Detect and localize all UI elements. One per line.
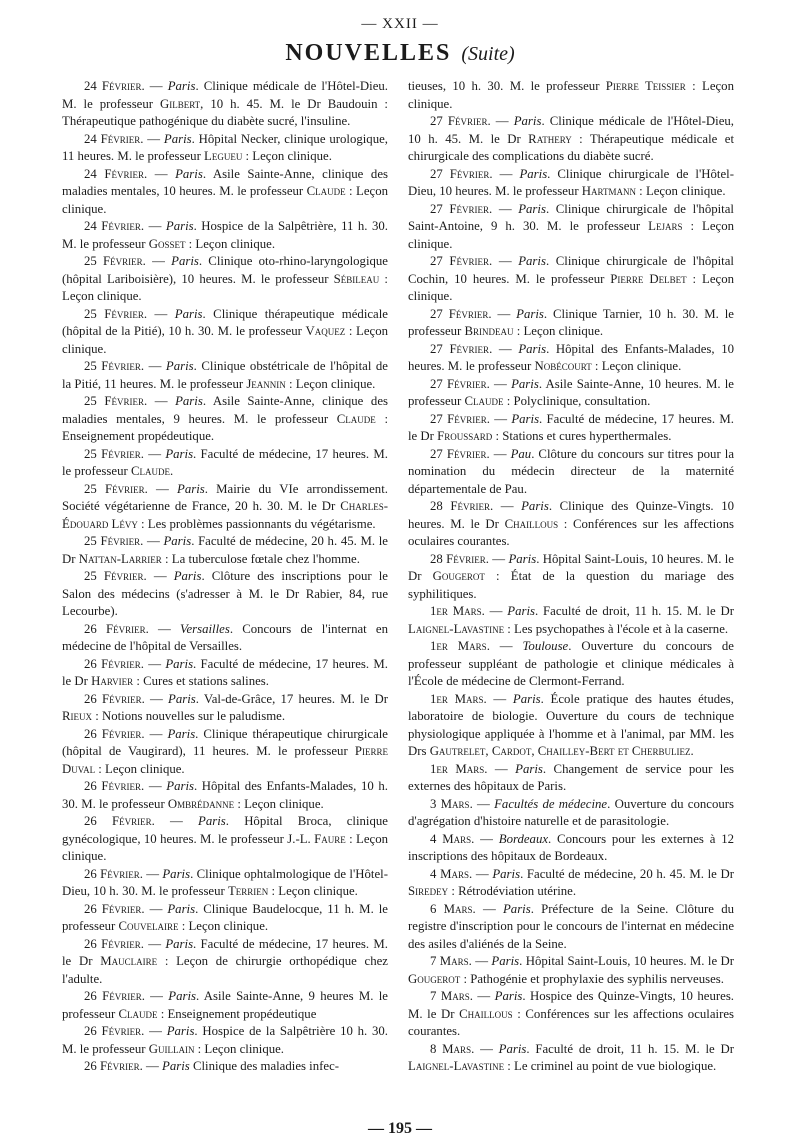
news-entry: 26 Février. — Paris. Val-de-Grâce, 17 heures. M. le Dr Rieux : Notions nouvelles sur le paludisme. [62, 691, 388, 723]
news-entry: 8 Mars. — Paris. Faculté de droit, 11 h. 15. M. le Dr Laignel-Lavastine : Le criminel au point de vue biologique. [408, 1041, 735, 1073]
entry-date: 4 Mars [430, 831, 472, 846]
entry-place: Paris [165, 219, 194, 233]
entry-rest: . [169, 464, 174, 478]
entry-date: 26 Février [84, 1059, 140, 1073]
entry-person: Siredey [408, 884, 449, 898]
entry-place: Paris [507, 604, 536, 618]
news-entry: 25 Février. — Paris. Asile Sainte-Anne, clinique des maladies mentales, 9 heures. M. le professeur Claude : Enseignement propédeutique. [62, 394, 388, 443]
entry-person: Guillain [148, 1041, 195, 1056]
entry-place: Paris [165, 359, 194, 373]
entry-place: Paris [518, 254, 546, 268]
entry-person: Nattan-Larrier [78, 551, 162, 566]
entry-date: 24 Février [84, 131, 141, 146]
entry-place: Paris [513, 114, 542, 128]
entry-text: . Clinique Baudelocque, 11 h. M. le professeur [62, 901, 388, 933]
entry-rest: : Pathogénie et prophylaxie des syphilis nerveuses. [460, 971, 724, 986]
entry-date: 26 Février [84, 656, 141, 671]
entry-place: Paris [175, 166, 203, 181]
entry-rest: : Thérapeutique médicale et chirurgicale des complications du diabète sucré. [408, 131, 734, 163]
section-title [0, 40, 800, 67]
entry-date: 24 Février [84, 219, 141, 233]
entry-rest: : Leçon clinique. [635, 184, 726, 198]
entry-place: Paris [165, 446, 194, 461]
entry-place: Paris [168, 691, 196, 706]
entry-text: . Mairie du VIe arrondissement. Société végétarienne de France, 20 h. 30. M. le Dr [62, 481, 388, 513]
entry-place: Paris [515, 761, 543, 776]
news-entry: 1er Mars. — Toulouse. Ouverture du concours de professeur suppléant de pathologie et clinique médicales à l'École de médecine de Clermont-Ferrand. [408, 639, 734, 688]
entry-text: . Hôpital Saint-Louis, 10 heures. M. le Dr [408, 551, 734, 583]
news-entry: 27 Février. — Paris. Clinique Tarnier, 10 h. 30. M. le professeur Brindeau : Leçon clinique. [408, 306, 734, 338]
entry-date: 26 Février [84, 901, 142, 916]
entry-date: 26 Février [84, 621, 146, 636]
entry-place: Paris [175, 394, 203, 408]
entry-rest: : Leçon clinique. [62, 184, 388, 216]
right-column [408, 78, 734, 1076]
news-entry: 27 Février. — Paris. Asile Sainte-Anne, 10 heures. M. le professeur Claude : Polyclinique, consultation. [408, 376, 734, 408]
entry-person: Chaillous [459, 1006, 513, 1021]
news-entry: 27 Février. — Paris. Clinique chirurgicale de l'Hôtel-Dieu, 10 heures. M. le professeur Hartmann : Leçon clinique. [408, 166, 734, 198]
entry-place: Paris [502, 901, 531, 916]
entry-date: 4 Mars [430, 866, 469, 881]
news-entry: 27 Février. — Paris. Clinique chirurgicale de l'hôpital Cochin, 10 heures. M. le professeur Pierre Delbet : Leçon clinique. [408, 254, 734, 303]
entry-rest: : Leçon clinique. [185, 236, 276, 251]
entry-person: Vaquez [305, 324, 346, 338]
entry-date: 1er Mars [430, 761, 485, 776]
entry-text: . Ouverture du concours de professeur suppléant de pathologie et clinique médicales à l'École de médecine de Clermont-Ferrand. [408, 639, 734, 688]
entry-date: 28 Février [430, 551, 486, 566]
entry-date: 27 Février [430, 341, 490, 356]
news-entry: 26 Février. — Paris. Faculté de médecine, 17 heures. M. le Dr Mauclaire : Leçon de chirurgie orthopédique chez l'adulte. [62, 936, 388, 986]
news-entry: 27 Février. — Paris. Hôpital des Enfants-Malades, 10 heures. M. le professeur Nobécourt : Leçon clinique. [408, 341, 734, 373]
entry-rest: : Les psychopathes à l'école et à la caserne. [504, 621, 729, 636]
entry-place: Paris [198, 814, 226, 828]
entry-text: . Faculté de droit, 11 h. 15. M. le Dr [535, 604, 734, 618]
entry-text: . École pratique des hautes études, laboratoire de biologie. Ouverture du cours de technique physiologique appliquée à l'homme et à l'animal, par MM. les Drs [408, 691, 734, 758]
news-entry: 25 Février. — Paris. Mairie du VIe arrondissement. Société végétarienne de France, 20 h. 30. M. le Dr Charles-Édouard Lévy : Les problèmes passionnants du végétarisme. [62, 481, 388, 531]
entry-date: 25 Février [84, 481, 145, 496]
entry-person: Couvelaire [118, 919, 179, 933]
entry-place: Versailles [180, 621, 230, 636]
entry-person: Gougerot [408, 971, 461, 986]
entry-text: . Clinique chirurgicale de l'hôpital Saint-Antoine, 9 h. 30. M. le professeur [408, 201, 734, 233]
entry-date: 25 Février [84, 446, 141, 461]
entry-rest: : Leçon clinique. [62, 831, 388, 863]
entry-place: Paris [163, 534, 192, 548]
news-entry: 27 Février. — Paris. Clinique médicale de l'Hôtel-Dieu, 10 h. 45. M. le Dr Rathery : Thérapeutique médicale et chirurgicale des complications du diabète sucré. [408, 114, 734, 163]
entry-place: Paris [173, 569, 202, 583]
entry-place: Paris [162, 866, 191, 881]
entry-text: . Hôpital des Enfants-Malades, 10 h. 30. M. le professeur [62, 779, 388, 811]
entry-date: 24 Février [84, 166, 144, 181]
entry-text: . Val-de-Grâce, 17 heures. M. le Dr [195, 691, 388, 706]
news-entry: 26 Février. — Paris. Clinique Baudelocque, 11 h. M. le professeur Couvelaire : Leçon clinique. [62, 901, 388, 933]
entry-person: Gosset [148, 236, 186, 251]
news-entry: 26 Février. — Paris. Hospice de la Salpêtrière 10 h. 30. M. le professeur Guillain : Leçon clinique. [62, 1024, 388, 1056]
entry-person: Legueu [204, 149, 243, 163]
entry-place: Paris [518, 201, 546, 216]
entry-rest: : Polyclinique, consultation. [503, 394, 651, 408]
entry-person: Froussard [437, 429, 493, 443]
page-number: — 195 — [368, 1120, 432, 1137]
entry-place: Bordeaux [498, 831, 549, 846]
entry-text: . Hôpital Necker, clinique urologique, 11 heures. M. le professeur [62, 131, 388, 163]
entry-text: . Clinique chirurgicale de l'hôpital Cochin, 10 heures. M. le professeur [408, 254, 734, 286]
entry-text: . Clinique thérapeutique médicale (hôpital de la Pitié), 10 h. 30. M. le professeur [62, 306, 388, 338]
entry-date: 26 Février [84, 936, 141, 951]
entry-rest: : Conférences sur les affections oculaires courantes. [408, 516, 734, 548]
entry-rest: , 10 h. 45. M. le Dr Baudouin : Thérapeutique pathogénique du diabète sucré, l'insuline. [62, 96, 388, 128]
entry-text: . Clinique thérapeutique chirurgicale (hôpital de Vaugirard), 11 heures. M. le professeur [62, 726, 388, 758]
news-entry: 25 Février. — Paris. Clôture des inscriptions pour le Salon des médecins (s'adresser à M. le Dr Rabier, 84, rue Lecourbe). [62, 569, 388, 618]
entry-place: Paris [168, 989, 196, 1003]
entry-text: . Clinique ophtalmologique de l'Hôtel-Dieu, 10 h. 30. M. le professeur [62, 866, 388, 898]
news-entry: 27 Février. — Pau. Clôture du concours sur titres pour la nomination du médecin directeur de la maternité départementale de Pau. [408, 446, 734, 496]
entry-text: . Asile Sainte-Anne, clinique des maladies mentales, 10 heures. M. le professeur [62, 166, 388, 198]
news-entry: 6 Mars. — Paris. Préfecture de la Seine. Clôture du registre d'inscription pour le concours de l'internat en médecine des asiles d'aliénés de la Seine. [408, 901, 734, 951]
entry-date: 26 Février [84, 1024, 142, 1038]
entry-place: Paris [511, 411, 540, 426]
entry-person: Mauclaire [100, 954, 158, 968]
entry-rest: : Notions nouvelles sur le paludisme. [92, 709, 286, 723]
entry-person: Pierre Teissier [605, 79, 686, 93]
entry-rest: : Les problèmes passionnants du végétarisme. [137, 516, 376, 531]
news-entry: 27 Février. — Paris. Clinique chirurgicale de l'hôpital Saint-Antoine, 9 h. 30. M. le professeur Lejars : Leçon clinique. [408, 201, 734, 251]
section-title-main: NOUVELLES [285, 40, 452, 66]
entry-date: 28 Février [430, 499, 490, 513]
entry-date: 25 Février [84, 306, 144, 321]
entry-place: Facultés de médecine [494, 796, 608, 811]
entry-date: 1er Mars [430, 639, 487, 653]
entry-date: 27 Février [430, 166, 490, 181]
entry-text: . Changement de service pour les externes des hôpitaux de Paris. [408, 761, 734, 793]
entry-date: 26 Février [84, 989, 142, 1003]
news-entry: 26 Février. — Paris. Hôpital des Enfants-Malades, 10 h. 30. M. le professeur Ombrédanne : Leçon clinique. [62, 779, 388, 811]
entry-text: . Hospice de la Salpêtrière 10 h. 30. M. le professeur [62, 1024, 388, 1056]
entry-person: Rathery [528, 131, 572, 146]
news-entry: 25 Février. — Paris. Clinique oto-rhino-laryngologique (hôpital Lariboisière), 10 heures. M. le professeur Sébileau : Leçon clinique. [62, 254, 388, 303]
news-entry: 4 Mars. — Bordeaux. Concours pour les externes à 12 inscriptions des hôpitaux de Bordeaux. [408, 831, 734, 863]
entry-place: Paris [163, 131, 192, 146]
news-entry: 3 Mars. — Facultés de médecine. Ouverture du concours d'agrégation d'histoire naturelle et de parasitologie. [408, 796, 734, 828]
entry-rest: : Leçon clinique. [408, 79, 734, 111]
entry-text: . Clinique Tarnier, 10 h. 30. M. le professeur [408, 306, 734, 338]
entry-person: Gougerot [432, 569, 485, 583]
entry-text: . Clinique chirurgicale de l'Hôtel-Dieu, 10 heures. M. le professeur [408, 166, 734, 198]
entry-place: Paris [167, 79, 196, 93]
entry-place: Paris [494, 989, 523, 1003]
news-entry: 26 Février. — Paris Clinique des maladies infec- [84, 1059, 340, 1073]
entry-person: Terrien [227, 884, 269, 898]
entry-date: 25 Février [84, 569, 144, 583]
entry-place: Paris [177, 481, 205, 496]
entry-place: Paris [167, 901, 196, 916]
news-entry: 24 Février. — Paris. Hospice de la Salpêtrière, 11 h. 30. M. le professeur Gosset : Leçon clinique. [62, 219, 388, 251]
entry-text: . Asile Sainte-Anne, 10 heures. M. le professeur [408, 376, 734, 408]
news-entry: 1er Mars. — Paris. École pratique des hautes études, laboratoire de biologie. Ouverture du cours de technique physiologique appliquée à l'homme et à l'animal, par MM. les Drs Gautrelet, Cardot, Chailley-Bert et Cherbuliez. [408, 691, 734, 758]
entry-place: Paris [518, 341, 547, 356]
entry-person: Claude [336, 411, 376, 426]
entry-person: Gilbert [159, 96, 201, 111]
entry-date: 24 Février [84, 79, 142, 93]
entry-place: Paris [165, 936, 194, 951]
entry-date: 27 Février [430, 306, 489, 321]
news-entry: 24 Février. — Paris. Hôpital Necker, clinique urologique, 11 heures. M. le professeur Legueu : Leçon clinique. [62, 131, 388, 163]
entry-person: Nobécourt [534, 359, 592, 373]
entry-person: Claude [130, 464, 170, 478]
entry-rest: : La tuberculose fœtale chez l'homme. [161, 551, 360, 566]
entry-person: Hartmann [581, 184, 636, 198]
entry-rest: : Leçon clinique. [242, 149, 332, 163]
news-entry: 25 Février. — Paris. Faculté de médecine, 20 h. 45. M. le Dr Nattan-Larrier : La tuberculose fœtale chez l'homme. [62, 534, 388, 566]
entry-rest: : Leçon clinique. [62, 324, 388, 356]
entry-person: Pierre Delbet [610, 271, 687, 286]
entry-rest: : Leçon de chirurgie orthopédique chez l'adulte. [62, 954, 388, 986]
entry-text: . Asile Sainte-Anne, 9 heures M. le professeur [62, 989, 388, 1021]
entry-date: 1er Mars [430, 604, 482, 618]
entry-text: . Préfecture de la Seine. Clôture du registre d'inscription pour le concours de l'internat en médecine des asiles d'aliénés de la Seine. [408, 901, 734, 951]
entry-place: Paris [512, 691, 541, 706]
entry-text: . Clinique oto-rhino-laryngologique (hôpital Lariboisière), 10 heures. M. le professeur [62, 254, 388, 286]
entry-rest: : Cures et stations salines. [133, 674, 269, 688]
entry-text: . Faculté de médecine, 20 h. 45. M. le Dr [62, 534, 388, 566]
entry-place: Paris [511, 376, 539, 391]
entry-text: . Faculté de médecine, 17 heures. M. le professeur [62, 446, 388, 478]
entry-date: 25 Février [84, 254, 143, 268]
entry-date: 27 Février [430, 114, 488, 128]
news-entry: 1er Mars. — Paris. Faculté de droit, 11 h. 15. M. le Dr Laignel-Lavastine : Les psychopathes à l'école et à la caserne. [408, 604, 734, 636]
entry-date: 27 Février [430, 446, 487, 461]
entry-person: Ombrédanne [167, 796, 235, 811]
entry-person: Sébileau [333, 271, 380, 286]
entry-person: Jeannin [246, 376, 286, 391]
entry-date: 3 Mars [430, 796, 470, 811]
entry-text: tieuses, 10 h. 30. M. le professeur [408, 79, 606, 93]
entry-person: J.-L. Faure [287, 831, 346, 846]
entry-date: 27 Février [430, 411, 487, 426]
entry-text: . Clinique obstétricale de l'hôpital de la Pitié, 11 heures. M. le professeur [62, 359, 388, 391]
entry-text: . Asile Sainte-Anne, clinique des maladies mentales, 9 heures. M. le professeur [62, 394, 388, 426]
news-entry: 26 Février. — Versailles. Concours de l'internat en médecine de l'hôpital de Versailles. [62, 621, 388, 653]
entry-rest: : Rétrodéviation utérine. [448, 884, 577, 898]
entry-date: 27 Février [430, 201, 490, 216]
entry-text: . Clinique des Quinze-Vingts. 10 heures. M. le Dr [408, 499, 734, 531]
entry-rest: : Leçon clinique. [591, 359, 682, 373]
entry-person: Claude [464, 394, 504, 408]
entry-person: Claude [118, 1006, 158, 1021]
entry-rest: : Leçon clinique. [194, 1041, 285, 1056]
entry-place: Paris [165, 656, 194, 671]
news-entry: 25 Février. — Paris. Faculté de médecine, 17 heures. M. le professeur Claude. [62, 446, 388, 478]
entry-person: Claude [306, 184, 346, 198]
entry-place: Paris [492, 866, 521, 881]
entry-person: Brindeau [464, 324, 514, 338]
entry-text: Clinique des maladies infec- [189, 1059, 340, 1073]
entry-text: . Clinique médicale de l'Hôtel-Dieu, 10 h. 45. M. le Dr [408, 114, 734, 146]
entry-date: 26 Février [84, 691, 142, 706]
entry-rest: : Leçon clinique. [513, 324, 604, 338]
entry-date: 7 Mars [430, 954, 469, 968]
news-entry: 7 Mars. — Paris. Hospice des Quinze-Vingts, 10 heures. M. le Dr Chaillous : Conférences sur les affections oculaires courantes. [408, 989, 735, 1038]
news-entry: 1er Mars. — Paris. Changement de service pour les externes des hôpitaux de Paris. [408, 761, 734, 793]
entry-person: Lejars [648, 219, 683, 233]
entry-date: 27 Février [430, 254, 490, 268]
entry-rest: : Leçon clinique. [234, 796, 324, 811]
news-entry: 7 Mars. — Paris. Hôpital Saint-Louis, 10 heures. M. le Dr Gougerot : Pathogénie et prophylaxie des syphilis nerveuses. [408, 954, 734, 986]
entry-date: 25 Février [84, 359, 141, 373]
entry-text: . Clôture des inscriptions pour le Salon des médecins (s'adresser à M. le Dr Rabier, 84, rue Lecourbe). [62, 569, 388, 618]
entry-rest: : Enseignement propédeutique. [62, 411, 388, 443]
entry-date: 26 Février [84, 814, 152, 828]
news-entry: 4 Mars. — Paris. Faculté de médecine, 20 h. 45. M. le Dr Siredey : Rétrodéviation utérine. [408, 866, 735, 898]
section-title-suite: (Suite) [461, 43, 515, 65]
entry-date: 1er Mars [430, 691, 484, 706]
entry-rest: . [690, 744, 694, 758]
entry-place: Paris [166, 1024, 195, 1038]
entry-person: Gautrelet, Cardot, Chailley-Bert et Cherbuliez [429, 744, 691, 758]
entry-rest: : Leçon clinique. [268, 884, 358, 898]
entry-text: . Faculté de médecine, 20 h. 45. M. le Dr [520, 866, 735, 881]
entry-person: Harvier [91, 674, 134, 688]
news-entry: 28 Février. — Paris. Clinique des Quinze-Vingts. 10 heures. M. le Dr Chaillous : Conférences sur les affections oculaires courantes. [408, 499, 734, 548]
entry-person: Chaillous [504, 516, 559, 531]
entry-place: Paris [162, 1059, 190, 1073]
entry-text: . Hôpital des Enfants-Malades, 10 heures. M. le professeur [408, 341, 734, 373]
entry-date: 25 Février [84, 534, 141, 548]
entry-text: . Hôpital Saint-Louis, 10 heures. M. le Dr [519, 954, 734, 968]
entry-text: . Faculté de droit, 11 h. 15. M. le Dr [526, 1041, 735, 1056]
entry-place: Toulouse [522, 639, 569, 653]
news-entry: 26 Février. — Paris. Clinique thérapeutique chirurgicale (hôpital de Vaugirard), 11 heures. M. le professeur Pierre Duval : Leçon clinique. [62, 726, 388, 776]
news-entry: 26 Février. — Paris. Clinique ophtalmologique de l'Hôtel-Dieu, 10 h. 30. M. le professeur Terrien : Leçon clinique. [62, 866, 388, 898]
entry-place: Pau [510, 446, 532, 461]
entry-rest: : Conférences sur les affections oculaires courantes. [408, 1006, 734, 1038]
entry-rest: : Enseignement propédeutique [157, 1006, 317, 1021]
entry-text: . Faculté de médecine, 17 heures. M. le Dr [62, 656, 388, 688]
entry-rest: : Leçon clinique. [408, 271, 734, 303]
entry-date: 6 Mars [430, 901, 473, 916]
roman-page-number: — XXII — [361, 16, 439, 32]
entry-date: 27 Février [430, 376, 487, 391]
entry-date: 26 Février [84, 726, 142, 741]
entry-person: Charles-Édouard Lévy [62, 499, 388, 531]
entry-text: . Hospice de la Salpêtrière, 11 h. 30. M. le professeur [62, 219, 388, 251]
news-entry: 26 Février. — Paris. Faculté de médecine, 17 heures. M. le Dr Harvier : Cures et stations salines. [62, 656, 388, 688]
entry-text: . Ouverture du concours d'agrégation d'histoire naturelle et de parasitologie. [408, 796, 734, 828]
news-entry: 28 Février. — Paris. Hôpital Saint-Louis, 10 heures. M. le Dr Gougerot : État de la question du mariage des syphilitiques. [408, 551, 735, 601]
news-entry: 26 Février. — Paris. Hôpital Broca, clinique gynécologique, 10 heures. M. le professeur J.-L. Faure : Leçon clinique. [62, 814, 388, 863]
entry-text: . Concours de l'internat en médecine de l'hôpital de Versailles. [62, 621, 388, 653]
entry-person: Laignel-Lavastine [408, 1059, 505, 1073]
news-entry: 25 Février. — Paris. Clinique thérapeutique médicale (hôpital de la Pitié), 10 h. 30. M. le professeur Vaquez : Leçon clinique. [62, 306, 388, 356]
entry-rest: : Leçon clinique. [178, 919, 269, 933]
entry-date: 26 Février [84, 866, 140, 881]
left-column [62, 78, 388, 1076]
news-entry: 27 Février. — Paris. Faculté de médecine, 17 heures. M. le Dr Froussard : Stations et cures hyperthermales. [408, 411, 734, 443]
entry-date: 8 Mars [430, 1041, 472, 1056]
entry-person: Pierre Duval [62, 744, 388, 776]
entry-person: Laignel-Lavastine [408, 621, 505, 636]
entry-rest: : Leçon clinique. [285, 376, 376, 391]
news-entry [408, 78, 734, 113]
entry-text: . Clôture du concours sur titres pour la nomination du médecin directeur de la maternité départementale de Pau. [408, 446, 734, 496]
news-entry: 24 Février. — Paris. Asile Sainte-Anne, clinique des maladies mentales, 10 heures. M. le professeur Claude : Leçon clinique. [62, 166, 388, 216]
news-entry: 26 Février. — Paris. Asile Sainte-Anne, 9 heures M. le professeur Claude : Enseignement propédeutique [62, 989, 388, 1021]
entry-place: Paris [174, 306, 203, 321]
entry-rest: : Stations et cures hyperthermales. [492, 429, 672, 443]
entry-place: Paris [521, 499, 549, 513]
entry-place: Paris [491, 954, 520, 968]
entry-rest: : Le criminel au point de vue biologique. [504, 1059, 717, 1073]
entry-text: . Concours pour les externes à 12 inscriptions des hôpitaux de Bordeaux. [408, 831, 734, 863]
entry-place: Paris [508, 551, 537, 566]
entry-rest: : Leçon clinique. [62, 271, 388, 303]
news-entry: 25 Février. — Paris. Clinique obstétricale de l'hôpital de la Pitié, 11 heures. M. le professeur Jeannin : Leçon clinique. [62, 359, 388, 391]
entry-place: Paris [519, 166, 548, 181]
entry-date: 26 Février [84, 779, 142, 793]
entry-text: . Hôpital Broca, clinique gynécologique, 10 heures. M. le professeur [62, 814, 388, 846]
entry-place: Paris [516, 306, 544, 321]
entry-place: Paris [167, 726, 196, 741]
entry-text: . Hospice des Quinze-Vingts, 10 heures. M. le Dr [408, 989, 735, 1021]
entry-person: Rieux [62, 709, 93, 723]
entry-text: . Faculté de médecine, 17 heures. M. le Dr [408, 411, 734, 443]
entry-text: . Clinique médicale de l'Hôtel-Dieu. M. le professeur [62, 79, 388, 111]
entry-rest: : État de la question du mariage des syphilitiques. [408, 569, 735, 601]
news-entry: 24 Février. — Paris. Clinique médicale de l'Hôtel-Dieu. M. le professeur Gilbert, 10 h. 45. M. le Dr Baudouin : Thérapeutique pathogénique du diabète sucré, l'insuline. [62, 79, 388, 128]
entry-place: Paris [166, 779, 194, 793]
entry-date: 25 Février [84, 394, 144, 408]
entry-text: . Faculté de médecine, 17 heures. M. le Dr [62, 936, 388, 968]
entry-place: Paris [171, 254, 199, 268]
entry-place: Paris [498, 1041, 527, 1056]
entry-rest: : Leçon clinique. [95, 761, 185, 776]
entry-rest: : Leçon clinique. [408, 219, 734, 251]
entry-date: 7 Mars [430, 989, 470, 1003]
